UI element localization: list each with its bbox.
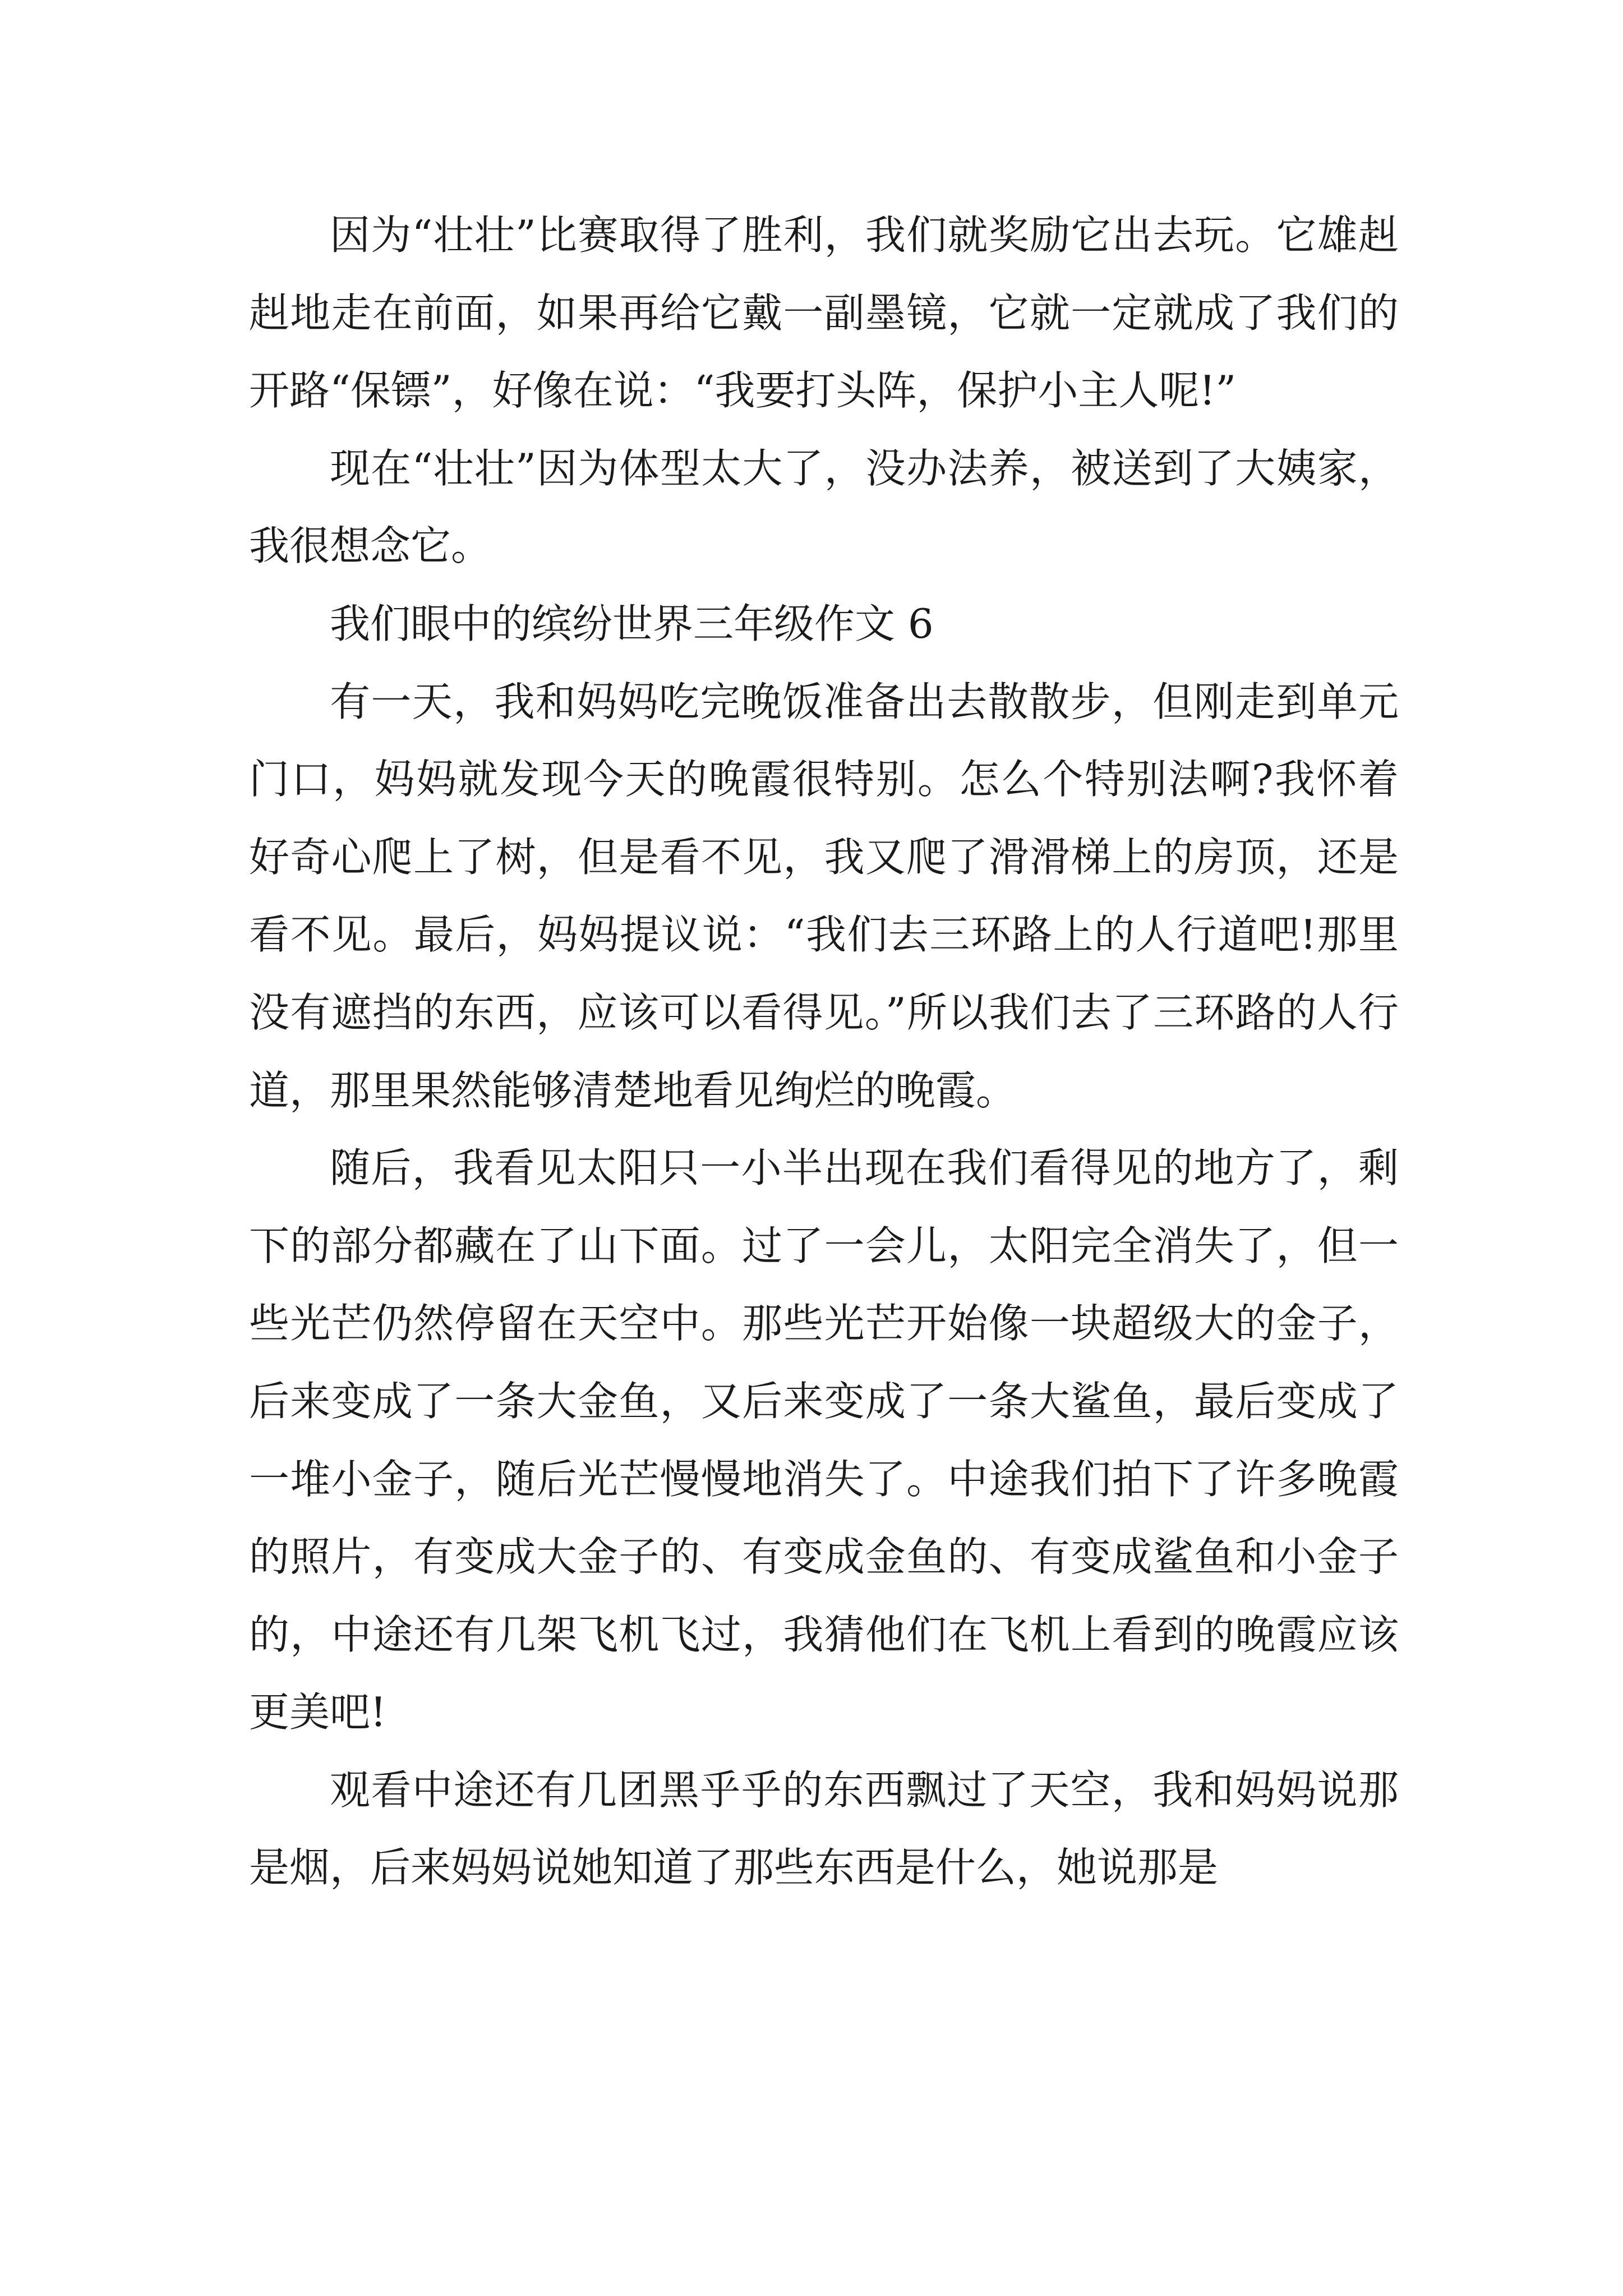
paragraph-1: 因为“壮壮”比赛取得了胜利，我们就奖励它出去玩。它雄赳赳地走在前面，如果再给它戴一副墨镜，它就一定就成了我们的开路“保镖”，好像在说：“我要打头阵，保护小主人呢!”	[249, 211, 1399, 415]
paragraph-5: 观看中途还有几团黑乎乎的东西飘过了天空，我和妈妈说那是烟，后来妈妈说她知道了那些东西是什么，她说那是	[249, 1766, 1399, 1892]
paragraph-4: 随后，我看见太阳只一小半出现在我们看得见的地方了，剩下的部分都藏在了山下面。过了一会儿，太阳完全消失了，但一些光芒仍然停留在天空中。那些光芒开始像一块超级大的金子，后来变成了一条大金鱼，又后来变成了一条大鲨鱼，最后变成了一堆小金子，随后光芒慢慢地消失了。中途我们拍下了许多晚霞的照片，有变成大金子的、有变成金鱼的、有变成鲨鱼和小金子的，中途还有几架飞机飞过，我猜他们在飞机上看到的晚霞应该更美吧!	[249, 1144, 1399, 1736]
document-body	[249, 196, 1399, 1907]
paragraph-3: 有一天，我和妈妈吃完晚饭准备出去散散步，但刚走到单元门口，妈妈就发现今天的晚霞很特别。怎么个特别法啊?我怀着好奇心爬上了树，但是看不见，我又爬了滑滑梯上的房顶，还是看不见。最后，妈妈提议说：“我们去三环路上的人行道吧!那里没有遮挡的东西，应该可以看得见。”所以我们去了三环路的人行道，那里果然能够清楚地看见绚烂的晚霞。	[249, 678, 1399, 1114]
paragraph-2: 现在“壮壮”因为体型太大了，没办法养，被送到了大姨家，我很想念它。	[249, 444, 1399, 570]
section-title: 我们眼中的缤纷世界三年级作文 6	[330, 600, 934, 647]
